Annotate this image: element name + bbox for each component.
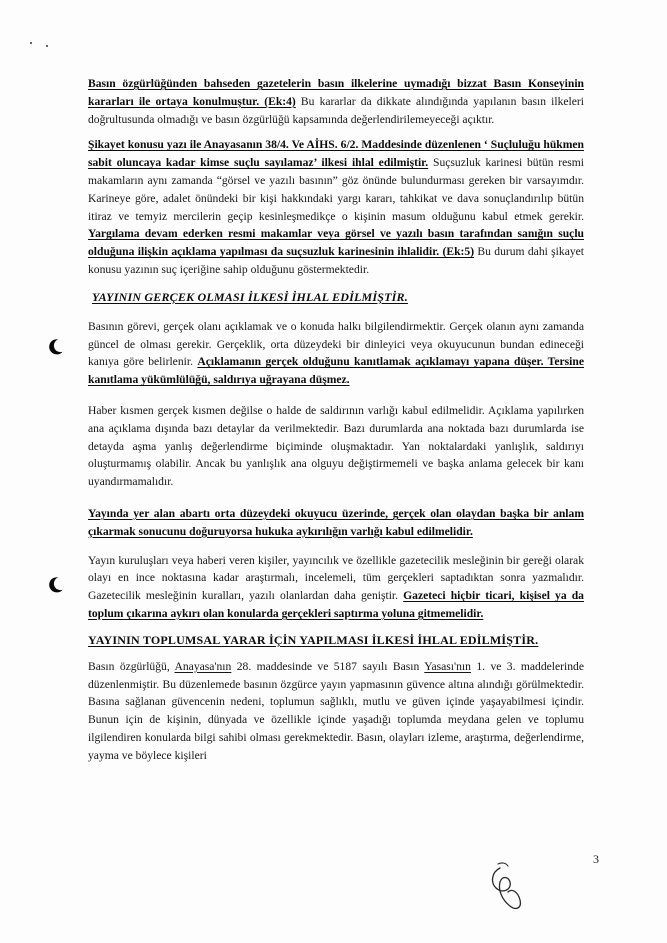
emphasis-text: Yayında yer alan abartı orta düzeydeki okuyucu üzerinde, gerçek olan olaydan başka bir anlam çıkarmak sonucunu doğuruyorsa hukuka aykırılığın varlığı kabul edilmelidir. — [88, 506, 584, 538]
paragraph-5 — [88, 505, 584, 541]
paragraph-3 — [88, 318, 584, 389]
section-heading: YAYININ GERÇEK OLMASI İLKESİ İHLAL EDİLMİŞTİR. — [92, 289, 408, 304]
page-number: 3 — [593, 852, 599, 866]
paragraph-7 — [88, 658, 584, 765]
body-text: 1. ve 3. maddelerinde düzenlenmiştir. Bu düzenlemede basının özgürce yayın yapmasının güvence altına alındığı görülmektedir. Basına sağlanan güvencenin nedeni, toplumun sağlıklı, mutlu ve güven içinde yaşayabilmesi içindir. Bunun için de kişinin, dünyada ve özellikle içinde yaşadığı toplumda meydana gelen ve toplumu ilgilendiren konularda bilgi sahibi olması gerekmektedir. Basın, olayları izleme, araştırma, değerlendirme, yayma ve böylece kişileri — [88, 659, 584, 762]
paragraph-2 — [88, 136, 584, 278]
margin-crescent-mark — [45, 575, 64, 594]
paragraph-6 — [88, 552, 584, 623]
body-text: Suçsuzluk karinesi bütün resmi makamların aynı zamanda “görsel ve yazılı basının” göz önünde bulundurması gereken bir varsayımdır. Karineye göre, adalet önündeki bir kişi hakkındaki yargı kararı, tahkikat ve dava sonuçlandırılıp bütün itiraz ve temyiz mercilerin geçip kesinleşmedikçe o kişinin masum olduğunu kabul etmek gerekir. — [88, 156, 584, 223]
body-text: 28. maddesinde ve 5187 sayılı Basın — [236, 659, 420, 673]
body-text: Bu durum dahi şikayet konusu yazının suç içeriğine sahip olduğunu göstermektedir. — [88, 245, 585, 276]
emphasis-text: Şikayet konusu yazı ile Anayasanın 38/4. Ve AİHS. 6/2. Maddesinde düzenlenen ‘ Suçluluğu hükmen sabit oluncaya kadar kimse suçlu sayılamaz’ ilkesi ihlal edilmiştir. — [88, 138, 584, 170]
paragraph-4 — [88, 402, 584, 491]
margin-crescent-mark — [45, 337, 64, 356]
emphasis-text: Basın özgürlüğünden bahseden gazetelerin basın ilkelerine uymadığı bizzat Basın Konseyinin kararları ile ortaya konulmuştur. (Ek:4) — [88, 77, 584, 108]
underlined-word: Yasası'nın — [424, 659, 471, 673]
body-text: Bu kararlar da dikkate alındığında yapılanın basın ilkeleri doğrultusunda olmadığı ve basın özgürlüğü kapsamında değerlendirilemeyeceği açıktır. — [88, 94, 584, 126]
body-text: Haber kısmen gerçek kısmen değilse o halde de saldırının varlığı kabul edilmelidir. Açıklama yapılırken ana açıklama dışında bazı detaylar da verilmektedir. Bazı durumlarda ana noktada bazı durumlarda ise detayda aşma yanlış değerlendirme biçiminde oluşmaktadır. Yan noktalardaki yanlışlık, saldırıyı oluşturmamış olabilir. Ancak bu yanlışlık ana olguyu değiştirmemeli ve başka anlama gelecek bir kanı uyandırmamalıdır. — [88, 403, 584, 489]
handwritten-signature — [482, 858, 542, 920]
body-text: Basının görevi, gerçek olanı açıklamak ve o konuda halkı bilgilendirmektir. Gerçek olanın aynı zamanda güncel de olması gerekir. Gerçeklik, orta düzeydeki bir dinleyici veya okuyucunun bundan edineceği kanıya göre belirlenir. — [88, 319, 584, 369]
emphasis-text: Açıklamanın gerçek olduğunu kanıtlamak açıklamayı yapana düşer. Tersine kanıtlama yükümlülüğü, saldırıya uğrayana düşmez. — [88, 355, 584, 387]
body-text: Yayın kuruluşları veya haberi veren kişiler, yayıncılık ve özellikle gazetecilik mesleğinin bir gereği olarak olayı en ince noktasına kadar araştırmalı, incelemeli, tüm gerçekleri saptadıktan sonra yazmalıdır. Gazetecilik mesleğinin kuralları, yazılı olanlardan daha geniştir. — [88, 553, 584, 603]
emphasis-text: Gazeteci hiçbir ticari, kişisel ya da toplum çıkarına aykırı olan konularda gerçekleri saptırma yoluna gitmemelidir. — [88, 589, 584, 620]
emphasis-text: Yargılama devam ederken resmi makamlar veya görsel ve yazılı basın tarafından sanığın suçlu olduğuna ilişkin açıklama yapılması da suçsuzluk karinesinin ihlalidir. (Ek:5) — [88, 227, 584, 259]
scan-speck — [30, 42, 32, 44]
scan-speck — [46, 45, 48, 47]
document-body — [88, 75, 584, 765]
section-heading: YAYININ TOPLUMSAL YARAR İÇİN YAPILMASI İLKESİ İHLAL EDİLMİŞTİR. — [88, 632, 539, 647]
underlined-word: Anayasa'nın — [174, 659, 232, 673]
paragraph-1 — [88, 75, 584, 128]
body-text: Basın özgürlüğü, — [88, 659, 170, 673]
